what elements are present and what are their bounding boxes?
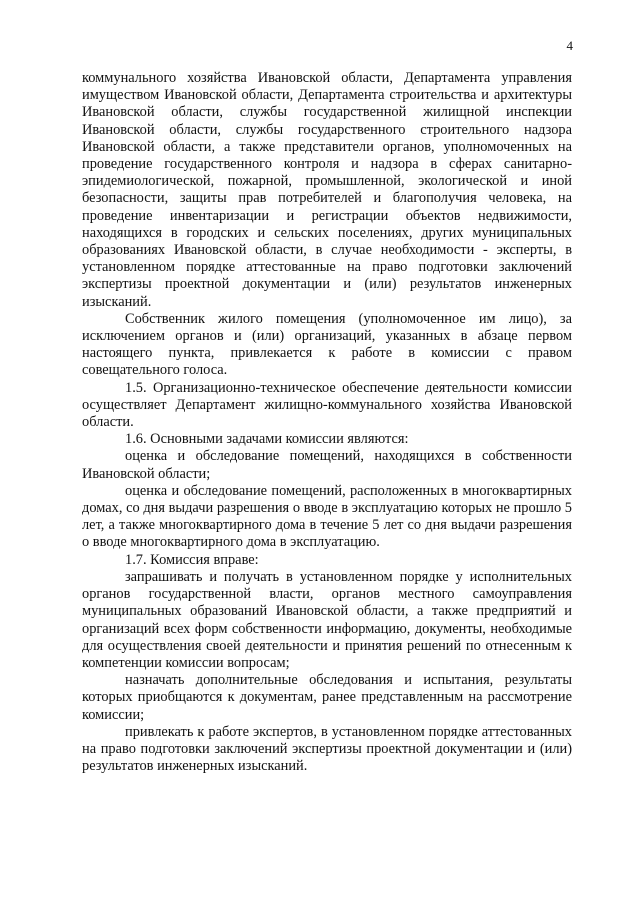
paragraph-1-5-support: 1.5. Организационно-техническое обеспечение деятельности комиссии осуществляет Департамент жилищно-коммунального хозяйства Ивановской области.: [82, 379, 572, 431]
paragraph-right-additional-inspections: назначать дополнительные обследования и испытания, результаты которых приобщаются к документам, ранее представленным на рассмотрение комиссии;: [82, 672, 572, 723]
paragraph-task-new-apartment-buildings: оценка и обследование помещений, расположенных в многоквартирных домах, со дня выдачи разрешения о вводе в эксплуатацию которых не прошло 5 лет, а также многоквартирного дома в течение 5 лет со дня выдачи разрешения о вводе многоквартирного дома в эксплуатацию.: [82, 482, 572, 551]
paragraph-commission-members-continued: коммунального хозяйства Ивановской области, Департамента управления имуществом Ивановской области, Департамента строительства и архитектуры Ивановской области, службы государственной жилищной инспекции Ивановской области, службы государственного строительного надзора Ивановской области, а также представители органов, уполномоченных на проведение государственного контроля и надзора в сферах санитарно-эпидемиологической, пожарной, промышленной, экологической и иной безопасности, защиты прав потребителей и благополучия человека, на проведение инвентаризации и регистрации объектов недвижимости, находящихся в городских и сельских поселениях, других муниципальных образованиях Ивановской области, в случае необходимости - эксперты, в установленном порядке аттестованные на право подготовки заключений экспертизы проектной документации и (или) результатов инженерных изысканий.: [82, 70, 572, 310]
paragraph-1-7-rights: 1.7. Комиссия вправе:: [125, 551, 259, 568]
paragraph-right-request-information: запрашивать и получать в установленном порядке у исполнительных органов государственной власти, органов местного самоуправления муниципальных образований Ивановской области, а также предприятий и организаций всех форм собственности информацию, документы, необходимые для осуществления своей деятельности и принятия решений по отнесенным к компетенции комиссии вопросам;: [82, 568, 572, 671]
paragraph-1-6-tasks: 1.6. Основными задачами комиссии являются:: [125, 431, 409, 448]
paragraph-owner-advisory-vote: Собственник жилого помещения (уполномоченное им лицо), за исключением органов и (или) организаций, указанных в абзаце первом настоящего пункта, привлекается к работе в комиссии с правом совещательного голоса.: [82, 310, 572, 379]
document-body: [82, 70, 572, 775]
page-number: 4: [566, 38, 573, 53]
paragraph-right-involve-experts: привлекать к работе экспертов, в установленном порядке аттестованных на право подготовки заключений экспертизы проектной документации и (или) результатов инженерных изысканий.: [82, 723, 572, 775]
paragraph-task-regional-property: оценка и обследование помещений, находящихся в собственности Ивановской области;: [82, 448, 572, 482]
